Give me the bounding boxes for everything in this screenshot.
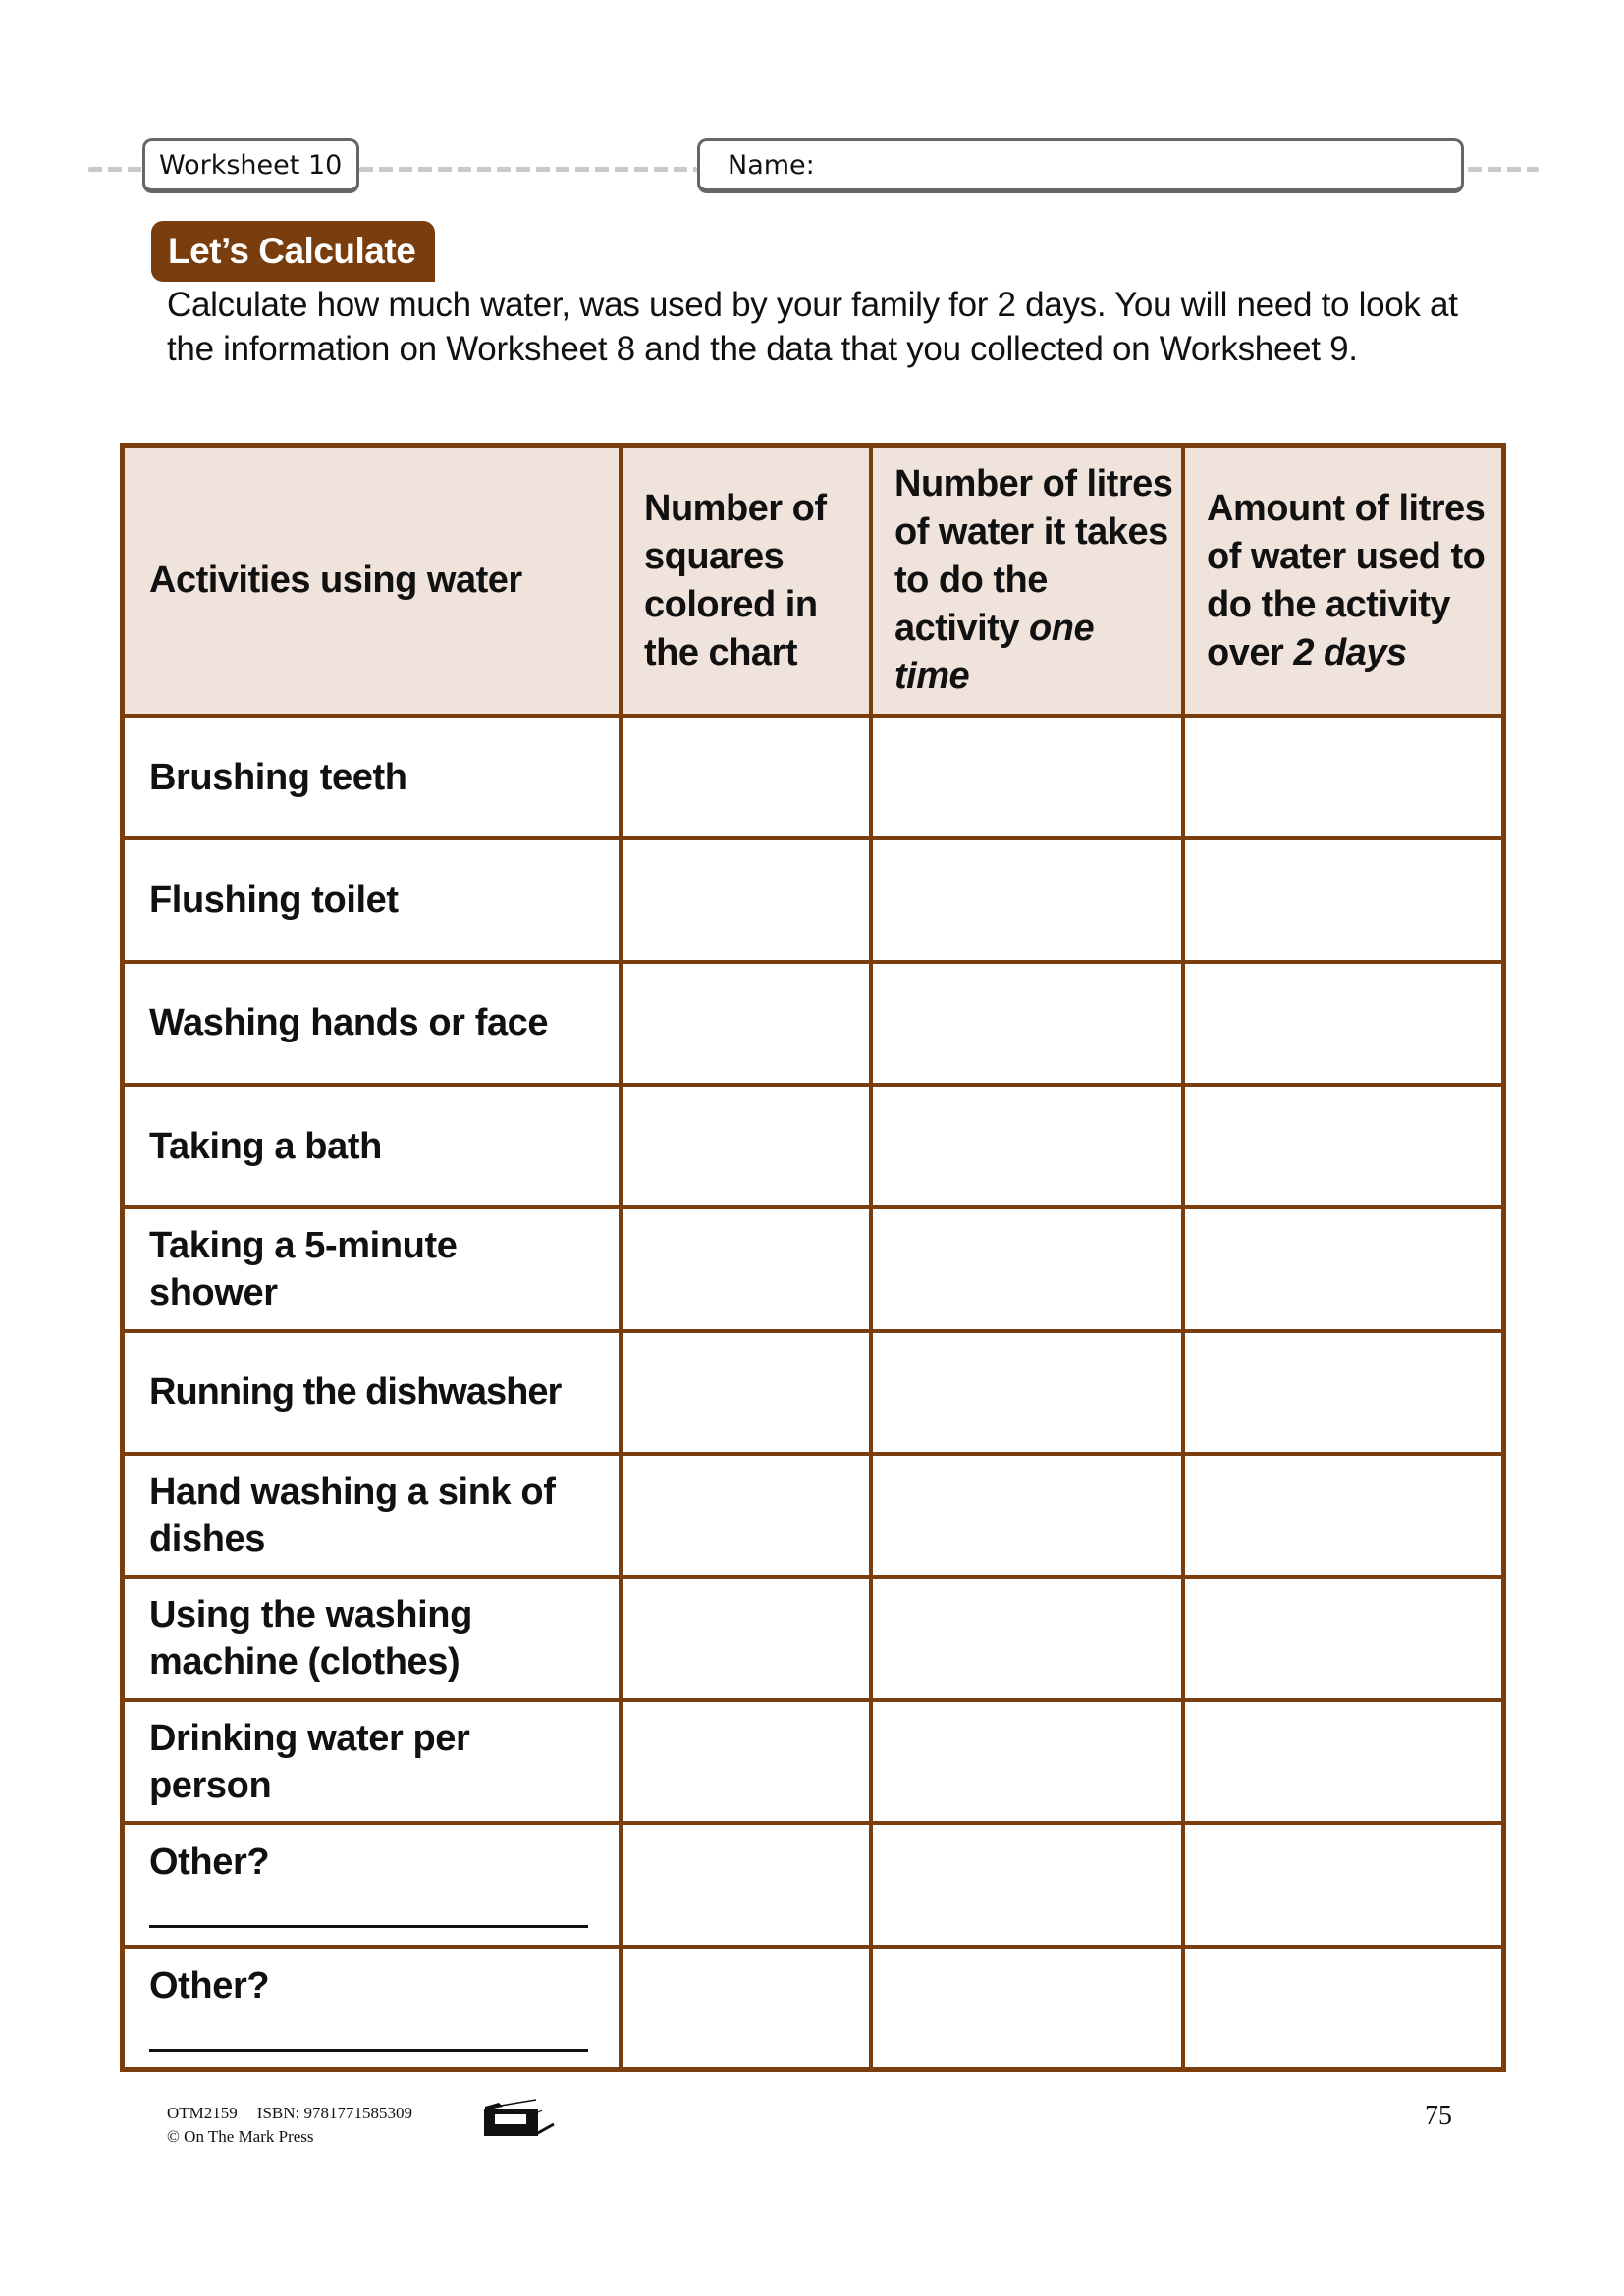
header-dash-left (88, 167, 142, 172)
litres-one-time-input-cell[interactable] (871, 1085, 1183, 1207)
photocopier-icon (481, 2099, 560, 2143)
squares-input-cell[interactable] (621, 838, 871, 961)
litres-one-time-input-cell[interactable] (871, 716, 1183, 838)
column-header-emphasis: one time (894, 608, 1095, 697)
column-header-litres-two-days (1183, 448, 1501, 716)
litres-two-days-input-cell[interactable] (1183, 1085, 1501, 1207)
litres-two-days-input-cell[interactable] (1183, 838, 1501, 961)
copyright: © On The Mark Press (167, 2127, 314, 2146)
product-code: OTM2159 (167, 2104, 238, 2122)
other-write-in-line[interactable] (149, 1925, 588, 1928)
section-badge (151, 221, 435, 282)
litres-two-days-input-cell[interactable] (1183, 1700, 1501, 1823)
table-row (125, 962, 1501, 1085)
litres-one-time-input-cell[interactable] (871, 838, 1183, 961)
squares-input-cell[interactable] (621, 1700, 871, 1823)
table-header-row (125, 448, 1501, 716)
litres-one-time-input-cell[interactable] (871, 1823, 1183, 1946)
column-header-emphasis: 2 days (1293, 631, 1407, 673)
activity-cell: Brushing teeth (125, 716, 621, 838)
squares-input-cell[interactable] (621, 1577, 871, 1700)
squares-input-cell[interactable] (621, 1085, 871, 1207)
litres-two-days-input-cell[interactable] (1183, 1823, 1501, 1946)
table-row (125, 1823, 1501, 1946)
table-row (125, 838, 1501, 961)
litres-two-days-input-cell[interactable] (1183, 1331, 1501, 1454)
activity-cell-other (125, 1947, 621, 2067)
squares-input-cell[interactable] (621, 716, 871, 838)
squares-input-cell[interactable] (621, 1823, 871, 1946)
litres-two-days-input-cell[interactable] (1183, 1454, 1501, 1576)
activity-cell: Flushing toilet (125, 838, 621, 961)
squares-input-cell[interactable] (621, 962, 871, 1085)
water-usage-table (120, 443, 1506, 2072)
activity-cell-other (125, 1823, 621, 1946)
litres-one-time-input-cell[interactable] (871, 1577, 1183, 1700)
section-badge-label: Let’s Calculate (168, 231, 416, 271)
worksheet-label-box (142, 138, 359, 193)
table-row (125, 1947, 1501, 2067)
litres-two-days-input-cell[interactable] (1183, 962, 1501, 1085)
other-label: Other? (149, 1842, 270, 1884)
column-header-litres-one-time (871, 448, 1183, 716)
other-label: Other? (149, 1964, 270, 2006)
activity-cell: Using the washing machine (clothes) (125, 1577, 621, 1700)
activity-cell: Running the dishwasher (125, 1331, 621, 1454)
litres-one-time-input-cell[interactable] (871, 1454, 1183, 1576)
litres-two-days-input-cell[interactable] (1183, 1947, 1501, 2067)
squares-input-cell[interactable] (621, 1331, 871, 1454)
activity-cell: Washing hands or face (125, 962, 621, 1085)
footer-publisher-info (167, 2102, 412, 2149)
squares-input-cell[interactable] (621, 1947, 871, 2067)
litres-one-time-input-cell[interactable] (871, 962, 1183, 1085)
activity-cell: Drinking water per person (125, 1700, 621, 1823)
worksheet-label: Worksheet 10 (159, 149, 343, 181)
name-label: Name: (728, 149, 815, 181)
column-header-activities: Activities using water (125, 448, 621, 716)
activity-cell: Taking a 5-minute shower (125, 1207, 621, 1330)
litres-one-time-input-cell[interactable] (871, 1947, 1183, 2067)
table-row (125, 1454, 1501, 1576)
column-header-text: Amount of litres of water used to do the activity over (1207, 487, 1486, 673)
table-row (125, 1700, 1501, 1823)
column-header-squares: Number of squares colored in the chart (621, 448, 871, 716)
squares-input-cell[interactable] (621, 1454, 871, 1576)
litres-one-time-input-cell[interactable] (871, 1700, 1183, 1823)
isbn: ISBN: 9781771585309 (256, 2104, 412, 2122)
instructions-text: Calculate how much water, was used by your family for 2 days. You will need to look at the information on Worksheet 8 and the data that you collected on Worksheet 9. (167, 286, 1458, 368)
litres-one-time-input-cell[interactable] (871, 1331, 1183, 1454)
litres-two-days-input-cell[interactable] (1183, 716, 1501, 838)
table-row (125, 1577, 1501, 1700)
litres-two-days-input-cell[interactable] (1183, 1207, 1501, 1330)
table-row (125, 716, 1501, 838)
activity-cell: Taking a bath (125, 1085, 621, 1207)
litres-two-days-input-cell[interactable] (1183, 1577, 1501, 1700)
litres-one-time-input-cell[interactable] (871, 1207, 1183, 1330)
table-row (125, 1207, 1501, 1330)
table-row (125, 1331, 1501, 1454)
header-dash-right (1468, 167, 1539, 172)
header-dash-middle (359, 167, 697, 172)
table-row (125, 1085, 1501, 1207)
other-write-in-line[interactable] (149, 2049, 588, 2052)
page-number: 75 (1425, 2101, 1452, 2131)
squares-input-cell[interactable] (621, 1207, 871, 1330)
column-header-text: Number of litres of water it takes to do the activity (894, 463, 1173, 649)
activity-cell: Hand washing a sink of dishes (125, 1454, 621, 1576)
name-field[interactable] (697, 138, 1464, 193)
